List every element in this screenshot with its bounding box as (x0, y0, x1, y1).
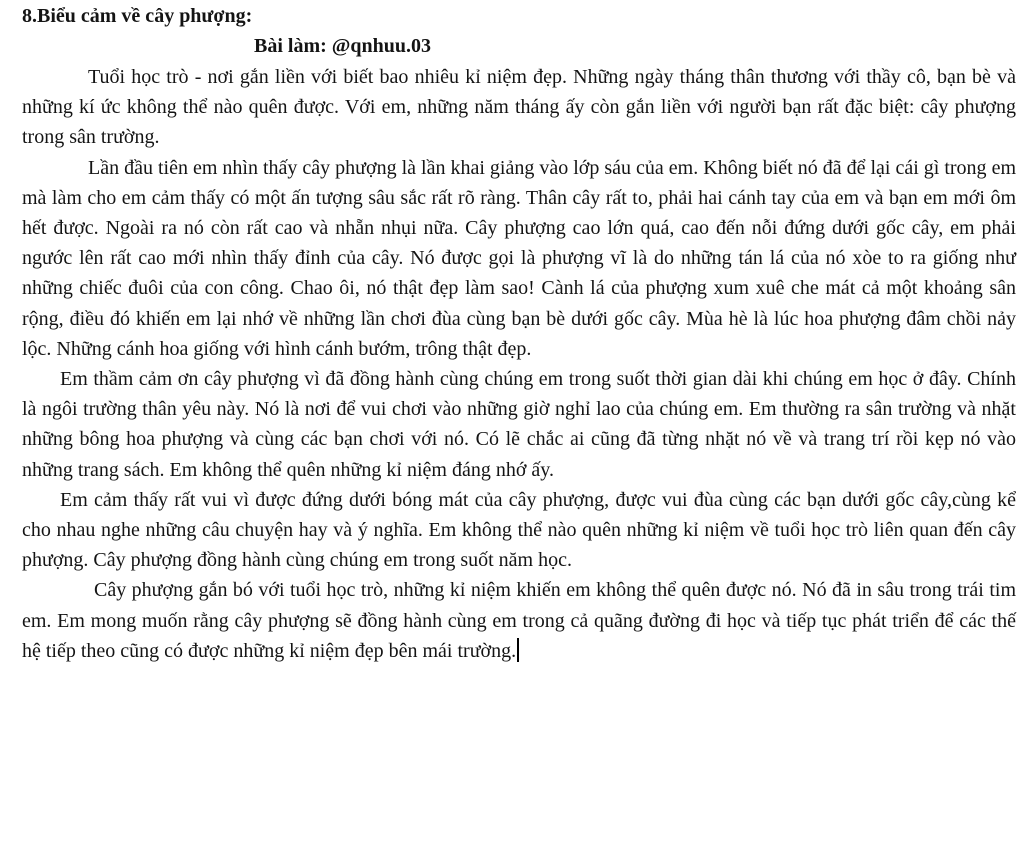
text-cursor (517, 638, 519, 662)
paragraph-5 (22, 575, 1016, 666)
document-subtitle: Bài làm: @qnhuu.03 (254, 35, 431, 57)
document-heading: 8.Biểu cảm về cây phượng: (22, 5, 253, 27)
paragraph-5-text: Cây phượng gắn bó với tuổi học trò, những kỉ niệm khiến em không thể quên được nó. Nó đã in sâu trong trái tim em. Em mong muốn rằng cây phượng sẽ đồng hành cùng em trong cả quãng đường đi học và tiếp tục phát triển để các thế hệ tiếp theo cũng có được những kỉ niệm đẹp bên mái trường. (22, 579, 1016, 662)
paragraph-1: Tuổi học trò - nơi gắn liền với biết bao nhiêu kỉ niệm đẹp. Những ngày tháng thân thương với thầy cô, bạn bè và những kí ức không thể nào quên được. Với em, những năm tháng ấy còn gắn liền với người bạn rất đặc biệt: cây phượng trong sân trường. (22, 66, 1016, 149)
paragraph-3: Em thầm cảm ơn cây phượng vì đã đồng hành cùng chúng em trong suốt thời gian dài khi chúng em học ở đây. Chính là ngôi trường thân yêu này. Nó là nơi để vui chơi vào những giờ nghỉ lao của chúng em. Em thường ra sân trường và nhặt những bông hoa phượng và cùng các bạn chơi với nó. Có lẽ chắc ai cũng đã từng nhặt nó về và trang trí rồi kẹp nó vào những trang sách. Em không thể quên những kỉ niệm đáng nhớ ấy. (22, 368, 1016, 481)
paragraph-4: Em cảm thấy rất vui vì được đứng dưới bóng mát của cây phượng, được vui đùa cùng các bạn dưới gốc cây,cùng kể cho nhau nghe những câu chuyện hay và ý nghĩa. Em không thể nào quên những kỉ niệm về tuổi học trò liên quan đến cây phượng. Cây phượng đồng hành cùng chúng em trong suốt năm học. (22, 488, 1016, 572)
paragraph-2: Lần đầu tiên em nhìn thấy cây phượng là lần khai giảng vào lớp sáu của em. Không biết nó đã để lại cái gì trong em mà làm cho em cảm thấy có một ấn tượng sâu sắc rất rõ ràng. Thân cây rất to, phải hai cánh tay của em và bạn em mới ôm hết được. Ngoài ra nó còn rất cao và nhẵn nhụi nữa. Cây phượng cao lớn quá, cao đến nỗi đứng dưới gốc cây, em phải ngước lên rất cao mới nhìn thấy đỉnh của cây. Nó được gọi là phượng vĩ là do những tán lá của nó xòe to ra giống như những chiếc đuôi của con công. Chao ôi, nó thật đẹp làm sao! Cành lá của phượng xum xuê che mát cả một khoảng sân rộng, điều đó khiến em lại nhớ về những lần chơi đùa cùng bạn bè dưới gốc cây. Mùa hè là lúc hoa phượng đâm chồi nảy lộc. Những cánh hoa giống với hình cánh bướm, trông thật đẹp. (22, 156, 1016, 360)
